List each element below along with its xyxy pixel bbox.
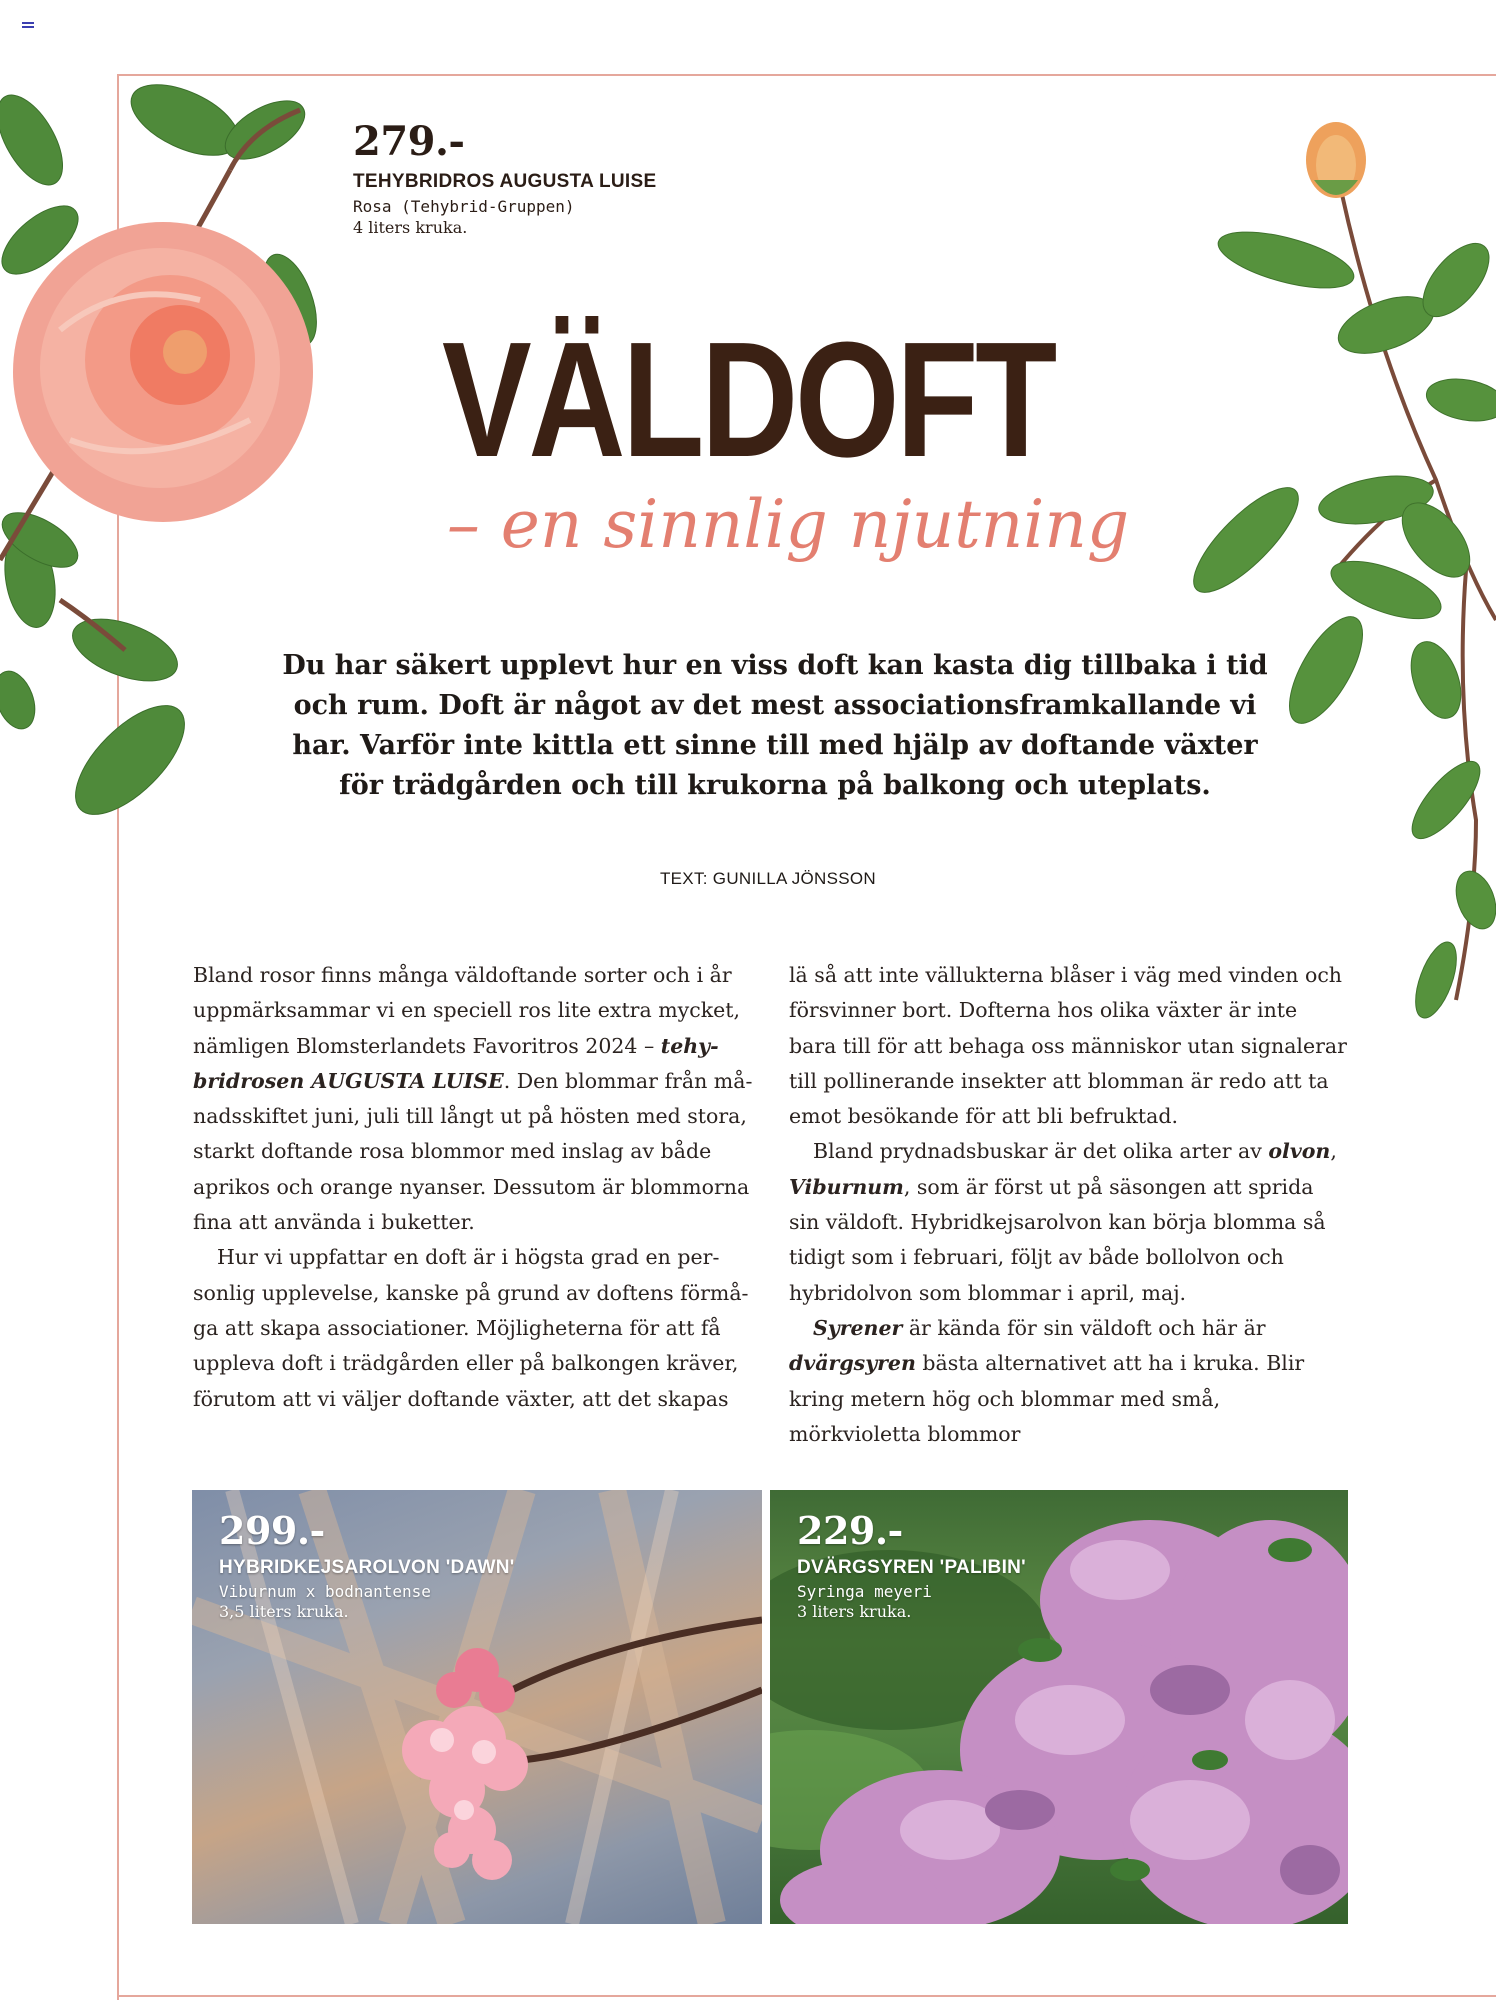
body-paragraph (789, 1134, 1349, 1310)
rose-pot-size: 4 liters kruka. (353, 218, 468, 237)
body-text: , som är först ut på säsongen att sprida sin väldoft. Hybridkejsarolvon kan börja blomma så tidigt som i februari, följt av både bollolvon och hybridolvon som blommar i april, maj. (789, 1174, 1326, 1305)
body-text: Bland rosor finns många väldoftande sorter och i år uppmärksammar vi en speciell ros lite extra mycket, nämligen Blomsterlandets Favoritros 2024 – (193, 963, 741, 1058)
syringa-price: 229.- (797, 1508, 903, 1553)
syringa-product-name: DVÄRGSYREN 'PALIBIN' (797, 1557, 1026, 1578)
body-emphasis: olvon (1268, 1139, 1331, 1164)
article-title: VÄLDOFT (441, 308, 1055, 491)
body-text: Bland prydnadsbuskar är det olika arter av (813, 1139, 1269, 1164)
body-paragraph: lä så att inte vällukterna blåser i väg med vinden och försvinner bort. Dofterna hos olika växter är inte bara till för att behaga oss människor utan signalerar till pollinerande insekter att blomman är redo att ta emot besökande för att bli befruktad. (789, 963, 1347, 1129)
viburnum-pot-size: 3,5 liters kruka. (219, 1602, 349, 1621)
body-column-1 (193, 958, 753, 1417)
syringa-price-block (797, 1508, 1026, 1621)
body-paragraph: Hur vi uppfattar en doft är i högsta grad en personlig upplevelse, kanske på grund av doftens förmåga att skapa associationer. Möjligheterna för att få uppleva doft i trädgården eller på balkongen kräver, förutom att vi väljer doftande växter, att det skapas (193, 1245, 749, 1411)
body-emphasis: tehybridrosen AUGUSTA LUISE (193, 1033, 719, 1093)
body-column-2 (789, 958, 1349, 1452)
body-text: bästa alternativet att ha i kruka. Blir kring metern hög och blommar med små, mörkvioletta blommor (789, 1351, 1305, 1446)
body-emphasis: Syrener (813, 1315, 903, 1340)
body-text: är kända för sin väldoft och här är (902, 1315, 1266, 1340)
syringa-pot-size: 3 liters kruka. (797, 1602, 912, 1621)
rose-latin-name: Rosa (Tehybrid-Gruppen) (353, 197, 575, 216)
syringa-photo (770, 1490, 1348, 1924)
syringa-latin-name: Syringa meyeri (797, 1582, 932, 1601)
article-subtitle: – en sinnlig njutning (446, 486, 1130, 563)
rosebud-branch-illustration (1136, 100, 1496, 1060)
rose-product-name: TEHYBRIDROS AUGUSTA LUISE (353, 171, 657, 192)
page-frame-bottom (118, 1995, 1496, 1997)
body-text: , (1330, 1139, 1337, 1164)
rose-price-block (353, 118, 656, 237)
rose-price: 279.- (353, 118, 465, 165)
viburnum-photo (192, 1490, 762, 1924)
article-byline: TEXT: GUNILLA JÖNSSON (659, 869, 877, 888)
article-intro: Du har säkert upplevt hur en viss doft kan kasta dig tillbaka i tid och rum. Doft är något av det mest associationsframkallande vi har. Varför inte kittla ett sinne till med hjälp av doftande växter för trädgården och till krukorna på balkong och uteplats. (282, 650, 1268, 801)
viburnum-price: 299.- (219, 1508, 325, 1553)
body-emphasis: Viburnum (789, 1174, 904, 1199)
body-emphasis: dvärgsyren (789, 1351, 916, 1376)
body-paragraph (193, 958, 753, 1240)
viburnum-product-name: HYBRIDKEJSAROLVON 'DAWN' (219, 1557, 515, 1578)
viburnum-latin-name: Viburnum x bodnantense (219, 1582, 431, 1601)
viburnum-price-block (219, 1508, 515, 1621)
body-paragraph (789, 1311, 1349, 1452)
body-text: . Den blommar från månadsskiftet juni, juli till långt ut på hösten med stora, starkt doftande rosa blommor med inslag av både aprikos och orange nyanser. Dessutom är blommorna fina att använda i buketter. (193, 1068, 753, 1235)
